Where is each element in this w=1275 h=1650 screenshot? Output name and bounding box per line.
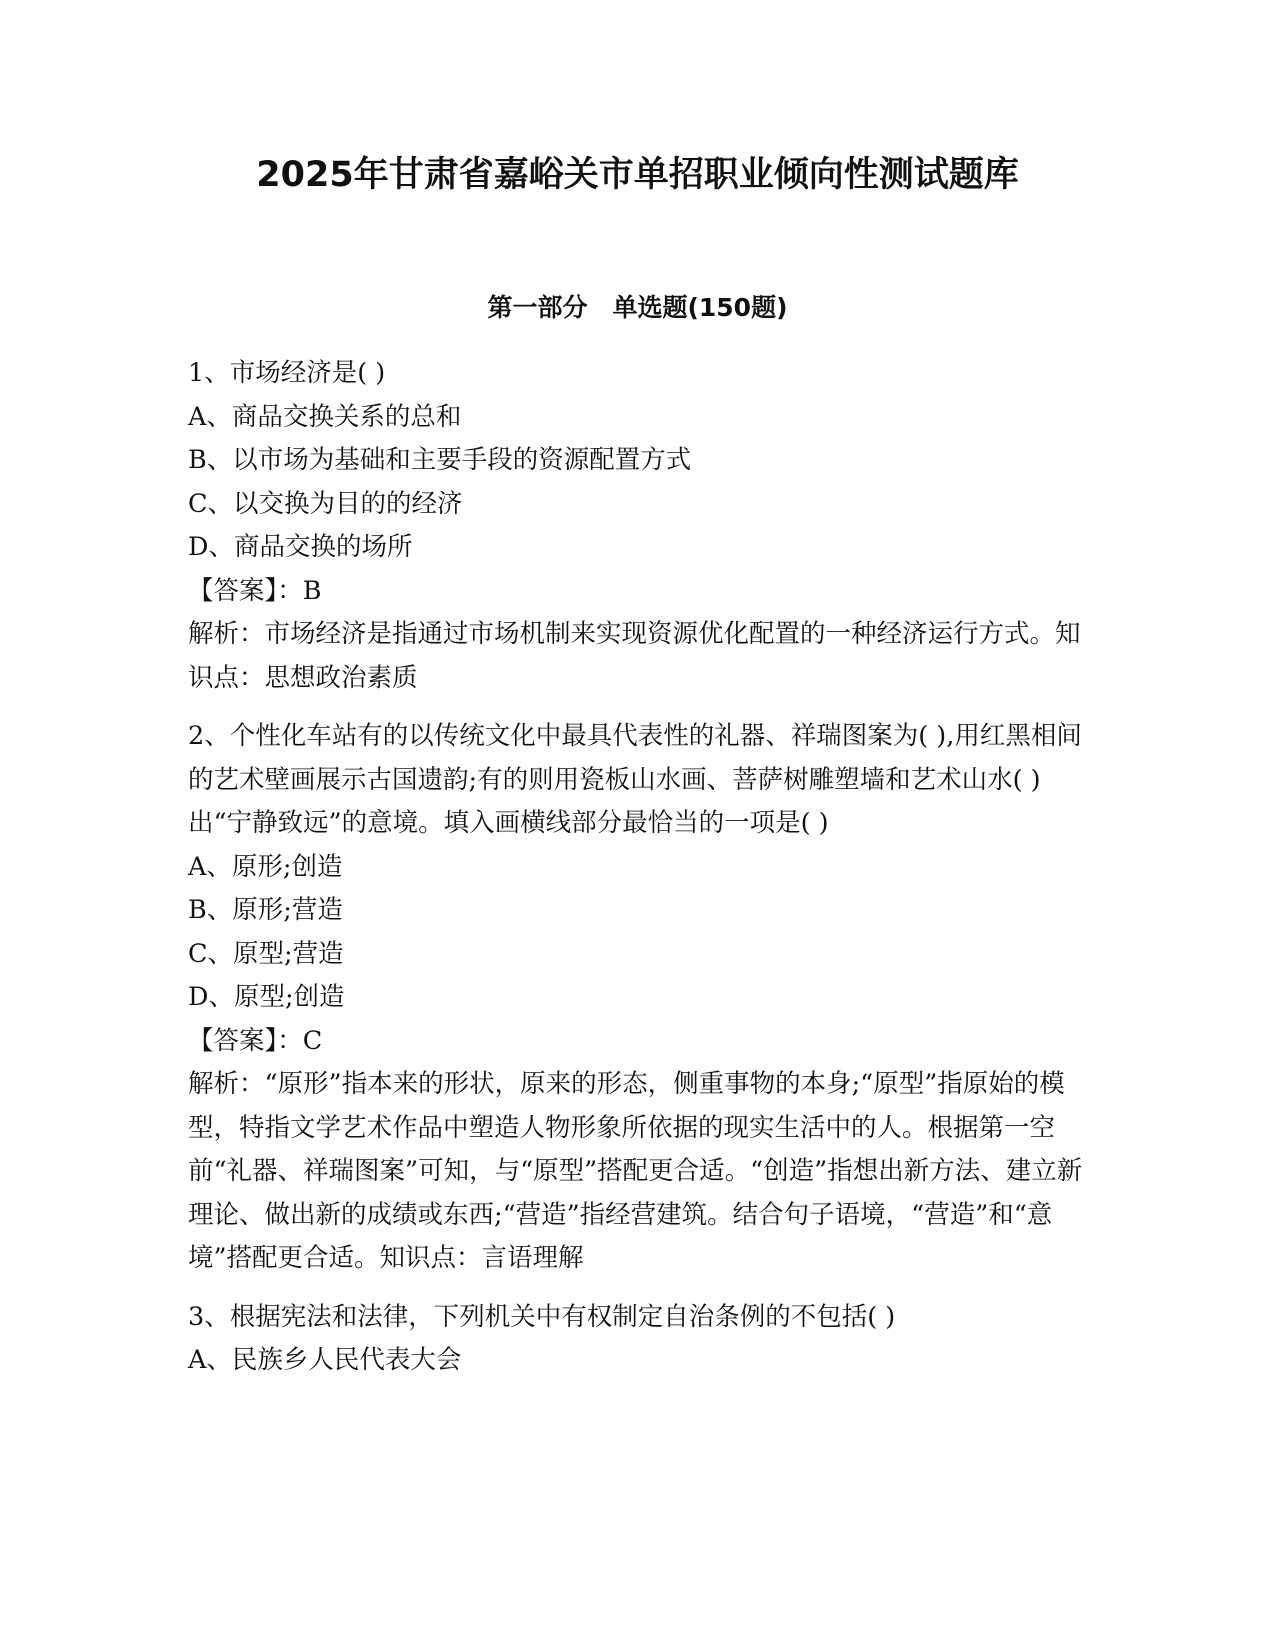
answer: 【答案】：B xyxy=(188,575,322,606)
option-a: A、民族乡人民代表大会 xyxy=(188,1345,462,1375)
question-stem: 3、根据宪法和法律，下列机关中有权制定自治条例的不包括( ) xyxy=(188,1301,896,1332)
question-1 xyxy=(188,352,1088,700)
analysis: 解析：市场经济是指通过市场机制来实现资源优化配置的一种经济运行方式。知识点：思想政治素质 xyxy=(188,619,1081,693)
document-title: 2025年甘肃省嘉峪关市单招职业倾向性测试题库 xyxy=(256,155,1019,195)
option-a: A、原形;创造 xyxy=(188,851,343,882)
question-2 xyxy=(188,715,1088,1281)
option-c: C、以交换为目的的经济 xyxy=(188,488,463,519)
question-3 xyxy=(188,1296,1088,1383)
question-stem: 1、市场经济是( ) xyxy=(188,358,386,388)
analysis: 解析：“原形”指本来的形状，原来的形态，侧重事物的本身;“原型”指原始的模型，特指文学艺术作品中塑造人物形象所依据的现实生活中的人。根据第一空前“礼器、祥瑞图案”可知，与“原型”搭配更合适。“创造”指想出新方法、建立新理论、做出新的成绩或东西;“营造”指经营建筑。结合句子语境，“营造”和“意境”搭配更合适。知识点：言语理解 xyxy=(188,1069,1083,1273)
question-stem: 2、个性化车站有的以传统文化中最具代表性的礼器、祥瑞图案为( ),用红黑相间的艺术壁画展示古国遗韵;有的则用瓷板山水画、菩萨树雕塑墙和艺术山水( )出“宁静致远”的意境。填入画横线部分最恰当的一项是( ) xyxy=(188,721,1082,838)
answer: 【答案】：C xyxy=(188,1025,323,1056)
question-list xyxy=(188,352,1088,1398)
option-d: D、商品交换的场所 xyxy=(188,532,413,562)
option-d: D、原型;创造 xyxy=(188,982,345,1012)
option-a: A、商品交换关系的总和 xyxy=(188,401,462,432)
option-b: B、以市场为基础和主要手段的资源配置方式 xyxy=(188,445,692,475)
option-b: B、原形;营造 xyxy=(188,895,343,925)
option-c: C、原型;营造 xyxy=(188,938,344,969)
section-title: 第一部分 单选题(150题) xyxy=(487,293,788,322)
